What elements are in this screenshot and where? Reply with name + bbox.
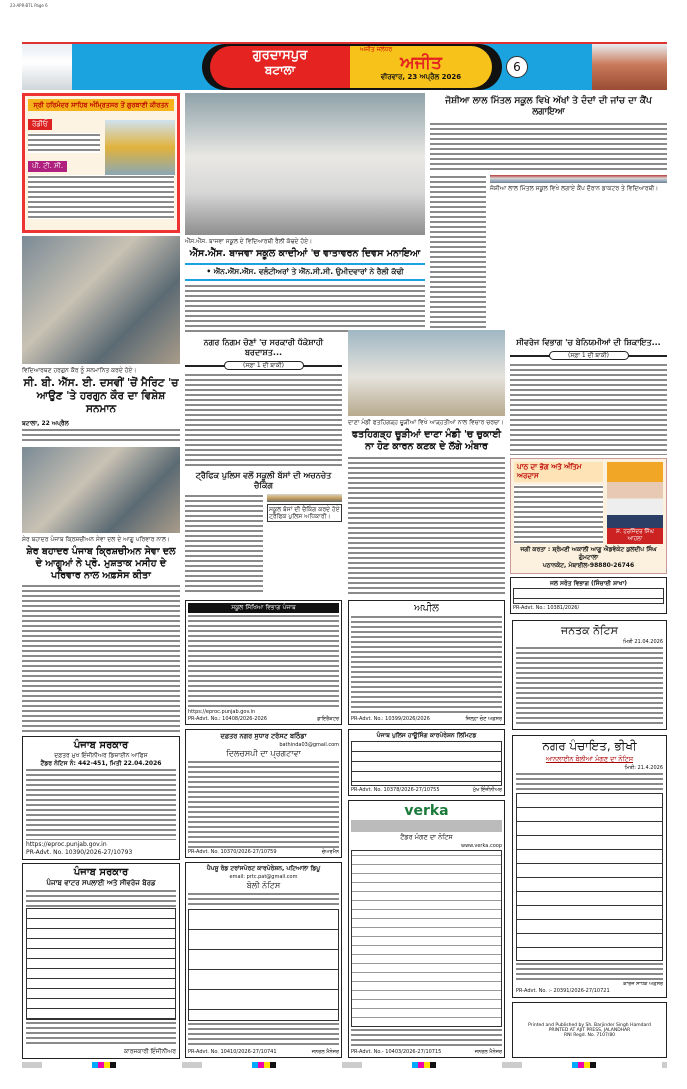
ad-date: ਮਿਤੀ: 21.4.2026 [624, 765, 663, 771]
sewerage-headline: ਸੀਵਰੇਜ ਵਿਭਾਗ 'ਚ ਬੇਨਿਯਮੀਆਂ ਦੀ ਸ਼ਿਕਾਇਤ... [516, 338, 661, 347]
punjab-sarkar-ad [22, 736, 180, 860]
trust-ad [185, 729, 342, 858]
bajwa-subhead: • ਐੱਨ.ਐੱਸ.ਐੱਸ. ਵਲੰਟੀਅਰਾਂ ਤੇ ਐੱਨ.ਸੀ.ਸੀ. ਉਮੀਦਵਾਰਾਂ ਨੇ ਰੈਲੀ ਕੱਢੀ [185, 263, 425, 281]
ad-ref: PR-Advt. No.: 10399/2026/2026 [351, 716, 430, 722]
ad-sign: ਮੁੱਖ ਇੰਜੀਨੀਅਰ [472, 787, 502, 793]
portrait-photo [607, 462, 663, 528]
ad-title: ਪੰਜਾਬ ਪੁਲਿਸ ਹਾਊਸਿੰਗ ਕਾਰਪੋਰੇਸ਼ਨ ਲਿਮਿਟਡ [376, 732, 477, 739]
imprint-line: PRINTED AT AJIT PRESS, JALANDHAR [548, 1028, 631, 1033]
ad-ref: PR-Advt. No. 10378/2026-27/10755 [351, 787, 440, 793]
temple-image [22, 44, 72, 90]
city2: ਬਟਾਲਾ [264, 63, 296, 77]
bajwa-headline: ਐੱਸ.ਐੱਸ. ਬਾਜਵਾ ਸਕੂਲ ਕਾਦੀਆਂ 'ਚ ਵਾਤਾਵਰਨ ਦਿਵਸ ਮਨਾਇਆ [189, 248, 421, 260]
obituary-footer: ਜਗੀ ਕਰਤਾ : ਸ਼੍ਰੋਮਣੀ ਅਕਾਲੀ ਆਗੂ ਐਡਵੋਕੇਟ ਕੁਲਦੀਪ ਸਿੰਘ ਗੁੰਮਟਾਲਾ [520, 545, 657, 561]
ad-sign: ਕਾਰਜ ਸਾਧਕ ਅਫ਼ਸਰ [623, 981, 663, 987]
fatehgarh-body [348, 456, 505, 594]
obituary-title: ਪਾਠ ਦਾ ਭੋਗ ਅਤੇ ਅੰਤਿਮ ਅਰਦਾਸ [514, 462, 603, 482]
sewerage-body [510, 363, 667, 455]
ad-ref: PR-Advt. No.- 10403/2026-27/10715 [351, 1049, 442, 1055]
traffic-caption: ਸਕੂਲ ਬੱਸਾਂ ਦੀ ਚੈਕਿੰਗ ਕਰਦੇ ਹੋਏ ਟ੍ਰੈਫਿਕ ਪੁਲਿਸ ਅਧਿਕਾਰੀ। [267, 504, 342, 522]
ad-subtitle: ਬੋਲੀ ਨੋਟਿਸ [246, 881, 281, 890]
ad-table [26, 908, 176, 1020]
print-slug: 23-APR-BTL Page 6 [10, 3, 48, 8]
fatehgarh-caption: ਦਾਣਾ ਮੰਡੀ ਫਤਹਿਗੜ੍ਹ ਚੂੜੀਆਂ ਵਿਖੇ ਆੜ੍ਹਤੀਆਂ ਨਾਲ ਵਿਚਾਰ ਚਰਚਾ। [348, 419, 504, 426]
ad-title: ਦਫ਼ਤਰ ਨਗਰ ਸੁਧਾਰ ਟਰੱਸਟ ਬਠਿੰਡਾ [220, 732, 307, 740]
contd-label: (ਸਫ਼ਾ 1 ਦੀ ਬਾਕੀ) [224, 361, 304, 370]
ad-email: email: prtc.pat@gmail.com [229, 874, 298, 880]
color-registration-bar [22, 1062, 667, 1068]
bhikhi-ad [512, 735, 667, 998]
ad-ref: PR-Advt. No. 10390/2026-27/10793 [26, 848, 133, 856]
ad-sign: ਜਨਰਲ ਮੈਨੇਜਰ [474, 1049, 502, 1055]
ad-subtitle: ਟੈਂਡਰ ਮੰਗਣ ਦਾ ਨੋਟਿਸ [400, 833, 453, 841]
city1: ਗੁਰਦਾਸਪੁਰ [252, 48, 308, 63]
page-number: 6 [506, 56, 528, 78]
paper-name: ਅਜੀਤ [400, 53, 442, 73]
ad-subtitle: ਪੰਜਾਬ ਵਾਟਰ ਸਪਲਾਈ ਅਤੇ ਸੀਵਰੇਜ ਬੋਰਡ [46, 879, 156, 887]
radio-label: ਰੇਡੀਓ [28, 119, 52, 130]
tender-small-ad [510, 577, 667, 614]
water-board-ad [22, 863, 180, 1059]
ad-subtitle: ਦਿਲਚਸਪੀ ਦਾ ਪ੍ਰਗਟਾਵਾ [226, 749, 301, 758]
ad-url[interactable]: https://eproc.punjab.gov.in [188, 709, 256, 715]
cbse-body [22, 420, 180, 444]
tv-label: ਪੀ. ਟੀ. ਸੀ. [28, 161, 67, 172]
christian-body [22, 584, 180, 733]
traffic-body [185, 494, 263, 594]
nigam-body [185, 373, 342, 468]
ad-sign: ਡਾਇਰੈਕਟਰ [317, 716, 339, 722]
cbse-dateline: ਬਟਾਲਾ, 22 ਅਪ੍ਰੈਲ [22, 419, 69, 427]
christian-caption: ਸ਼ੇਰ ਬਹਾਦਰ ਪੰਜਾਬ ਕ੍ਰਿਸ਼ਚੀਅਨ ਸੇਵਾ ਦਲ ਦੇ ਆਗੂ ਪਰਿਵਾਰ ਨਾਲ। [22, 535, 170, 543]
traffic-photo [267, 494, 342, 502]
christian-photo [22, 447, 180, 533]
obituary-contact: ਪਠਾਨਕੋਟ, ਮੋਬਾਈਲ-98880-26746 [542, 561, 635, 569]
kirtan-title: ਸ੍ਰੀ ਹਰਿਮੰਦਰ ਸਾਹਿਬ ਅੰਮ੍ਰਿਤਸਰ ਤੋਂ ਗੁਰਬਾਣੀ ਕੀਰਤਨ [28, 99, 174, 111]
golden-temple-photo [105, 120, 175, 175]
ad-tender-no: ਟੈਂਡਰ ਨੋਟਿਸ ਨੰ: 442-451, ਮਿਤੀ 22.04.2026 [40, 760, 162, 768]
ad-sign: ਜਨਰਲ ਮੈਨੇਜਰ [311, 1049, 339, 1055]
ad-dept: ਦਫ਼ਤਰ ਮੁਖ ਇੰਜੀਨੀਅਰ ਡਿਜ਼ਾਈਨ ਆਫਿਸ [54, 752, 148, 759]
imprint-regd: RNI Regd. No. 7107/80 [563, 1033, 616, 1038]
ad-sign: ਕਾਰਜਕਾਰੀ ਇੰਜੀਨੀਅਰ [123, 1047, 176, 1055]
ad-title: ਸਕੂਲ ਸਿੱਖਿਆ ਵਿਭਾਗ ਪੰਜਾਬ [188, 603, 339, 613]
ad-ref: PR-Advt. No.: 10381/2026/ [513, 605, 580, 611]
building-image [592, 44, 667, 90]
ad-ref: PR-Advt. No. 10410/2026-27/10741 [188, 1049, 277, 1055]
appeal-ad [348, 600, 505, 725]
mittal-caption: ਜੋਸ਼ੀਆ ਲਾਲ ਮਿੱਤਲ ਸਕੂਲ ਵਿਖੇ ਲਗਾਏ ਕੈਂਪ ਦੌਰਾਨ ਡਾਕਟਰ ਤੇ ਵਿਦਿਆਰਥੀ। [490, 184, 659, 192]
cbse-headline: ਸੀ. ਬੀ. ਐੱਸ. ਈ. ਦਸਵੀਂ 'ਚੋਂ ਮੈਰਿਟ 'ਚ ਆਉਣ 'ਤੇ ਹਰਗੁਨ ਕੌਰ ਦਾ ਵਿਸ਼ੇਸ਼ ਸਨਮਾਨ [23, 377, 179, 416]
mittal-headline: ਜੋਸ਼ੀਆ ਲਾਲ ਮਿੱਤਲ ਸਕੂਲ ਵਿਖੇ ਅੱਖਾਂ ਤੇ ਦੰਦਾਂ ਦੀ ਜਾਂਚ ਦਾ ਕੈਂਪ ਲਗਾਇਆ [445, 96, 652, 118]
ad-title: ਪੰਜਾਬ ਸਰਕਾਰ [73, 867, 129, 878]
imprint-box [512, 1002, 667, 1058]
ad-sign: ਚੇਅਰਮੈਨ [321, 849, 339, 855]
ad-title: ਜਨਤਕ ਨੋਟਿਸ [561, 624, 618, 637]
education-ad [185, 600, 342, 725]
verka-logo: verka [404, 803, 449, 819]
mittal-body-2 [430, 175, 486, 333]
traffic-headline: ਟ੍ਰੈਫਿਕ ਪੁਲਿਸ ਵਲੋਂ ਸਕੂਲੀ ਬੱਸਾਂ ਦੀ ਅਚਨਚੇਤ ਚੈਕਿੰਗ [195, 471, 332, 490]
cbse-caption: ਵਿਦਿਆਰਥਣ ਹਰਗੁਨ ਕੌਰ ਨੂੰ ਸਨਮਾਨਿਤ ਕਰਦੇ ਹੋਏ। [22, 367, 137, 374]
ad-title: ਨਗਰ ਪੰਚਾਇਤ, ਭੀਖੀ [542, 739, 637, 753]
ad-subtitle: ਆਨਲਾਈਨ ਬੋਲੀਆਂ ਮੰਗਣ ਦਾ ਨੋਟਿਸ [545, 755, 634, 763]
masthead [22, 42, 667, 90]
ad-ref: PR-Advt. No. :- 20391/2026-27/10721 [516, 988, 610, 994]
ad-title: ਪੰਜਾਬ ਸਰਕਾਰ [73, 740, 129, 751]
nigam-headline: ਨਗਰ ਨਿਗਮ ਚੋਣਾਂ 'ਚ ਸਰਕਾਰੀ ਧੱਕੇਸ਼ਾਹੀ ਬਰਦਾਸ਼ਤ... [203, 338, 324, 357]
ad-url[interactable]: https://eproc.punjab.gov.in [26, 840, 107, 848]
mittal-photo [490, 175, 667, 183]
ad-ref: PR-Advt. No.: 10408/2026-2026 [188, 716, 268, 722]
obituary-ad [510, 458, 667, 574]
prtc-ad [185, 862, 342, 1058]
public-notice-ad [512, 620, 667, 730]
issue-date: ਵੀਰਵਾਰ, 23 ਅਪ੍ਰੈਲ 2026 [380, 73, 462, 81]
bajwa-photo [185, 93, 425, 235]
ad-sign: ਜ਼ਿਲ੍ਹਾ ਚੋਣ ਅਫ਼ਸਰ [465, 716, 502, 722]
police-housing-ad [348, 729, 505, 796]
portrait-name: ਸ. ਹਰਜਿੰਦਰ ਸਿੰਘ ਆਹਲਾ [607, 528, 663, 544]
mittal-body [430, 122, 667, 172]
fatehgarh-photo [348, 330, 505, 416]
bajwa-caption: ਐੱਸ.ਐੱਸ. ਬਾਜਵਾ ਸਕੂਲ ਦੇ ਵਿਦਿਆਰਥੀ ਰੈਲੀ ਕੱਢਦੇ ਹੋਏ। [185, 238, 313, 245]
bajwa-body [185, 284, 425, 333]
ad-title: ਜਲ ਸਰੋਤ ਵਿਭਾਗ (ਸਿੰਚਾਈ ਸ਼ਾਖਾ) [549, 579, 628, 587]
verka-ad [348, 800, 505, 1058]
christian-headline: ਸ਼ੇਰ ਬਹਾਦਰ ਪੰਜਾਬ ਕ੍ਰਿਸ਼ਚੀਅਨ ਸੇਵਾ ਦਲ ਦੇ ਆਗੂਆਂ ਨੇ ਪ੍ਰੋ. ਮੁਸ਼ਤਾਕ ਮਸੀਹ ਦੇ ਪਰਿਵਾਰ ਨਾਲ ਅਫ਼ਸੋਸ ਕੀਤਾ [26, 545, 176, 581]
ad-ref: PR-Advt. No. 10370/2026-27/10759 [188, 849, 277, 855]
ad-url[interactable]: www.verka.coop [461, 843, 502, 849]
ad-title: ਪੈਪਸੂ ਰੋਡ ਟਰਾਂਸਪੋਰਟ ਕਾਰਪੋਰੇਸ਼ਨ, ਪਟਿਆਲਾ ਡਿਪੂ [206, 865, 321, 872]
ad-date: ਮਿਤੀ 21.04.2026 [623, 639, 663, 645]
fatehgarh-headline: ਫਤਹਿਗੜ੍ਹ ਚੂੜੀਆਂ ਦਾਣਾ ਮੰਡੀ 'ਚ ਚੁਕਾਈ ਨਾ ਹੋਣ ਕਾਰਨ ਕਣਕ ਦੇ ਲੱਗੇ ਅੰਬਾਰ [351, 429, 502, 453]
contd-label: (ਸਫ਼ਾ 1 ਦੀ ਬਾਕੀ) [549, 351, 629, 360]
kirtan-box [22, 93, 180, 233]
ad-title: ਅਪੀਲ [414, 603, 439, 614]
imprint-line: Printed and Published by Sh. Barjinder Singh Hamdard [528, 1023, 651, 1028]
ad-email: bathinda03@gmail.com [279, 742, 339, 748]
edition: ਅਜੀਤ ਜਲੰਧਰ [360, 46, 393, 53]
cbse-photo [22, 236, 180, 364]
